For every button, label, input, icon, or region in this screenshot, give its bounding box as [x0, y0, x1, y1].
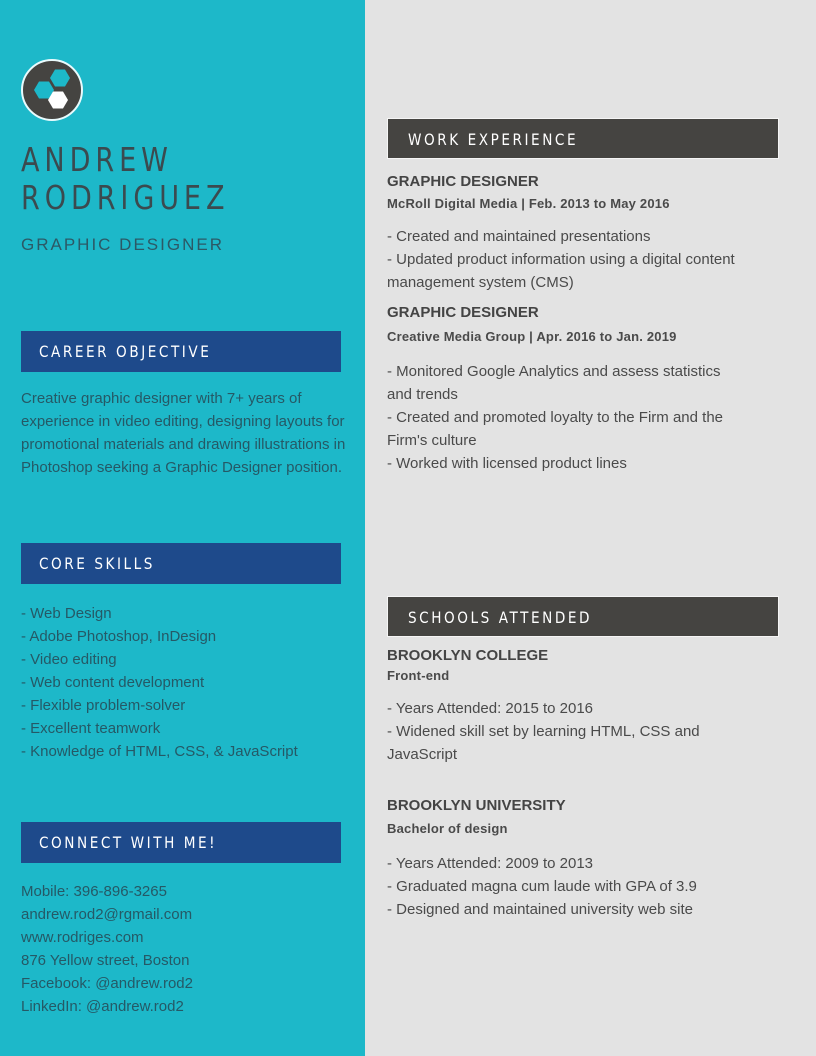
job-company-dates: McRoll Digital Media | Feb. 2013 to May 2016 [387, 196, 670, 211]
school-program: Bachelor of design [387, 821, 508, 836]
career-objective-heading: CAREER OBJECTIVE [21, 331, 341, 372]
duty-line: and trends [387, 386, 458, 403]
detail-line: - Designed and maintained university web site [387, 901, 693, 918]
career-objective-text: Creative graphic designer with 7+ years of experience in video editing, designing layouts for promotional materials and drawing illustrations in Photoshop seeking a Graphic Designer position. [21, 390, 346, 476]
school-name: BROOKLYN UNIVERSITY [387, 797, 566, 814]
contact-email[interactable]: andrew.rod2@rgmail.com [21, 906, 193, 923]
schools-heading: SCHOOLS ATTENDED [387, 596, 779, 637]
detail-line: - Widened skill set by learning HTML, CSS and [387, 723, 700, 740]
full-name [21, 141, 229, 217]
job-title: GRAPHIC DESIGNER [387, 173, 539, 190]
school-details [387, 852, 777, 921]
skill-item: - Excellent teamwork [21, 720, 161, 737]
duty-line: - Created and promoted loyalty to the Firm and the [387, 409, 724, 426]
contact-facebook: Facebook: @andrew.rod2 [21, 975, 193, 992]
connect-heading: CONNECT WITH ME! [21, 822, 341, 863]
first-name: ANDREW [21, 140, 173, 179]
skill-item: - Adobe Photoshop, InDesign [21, 628, 217, 645]
duty-line: management system (CMS) [387, 274, 574, 291]
main-content [365, 0, 816, 1056]
school-program: Front-end [387, 668, 450, 683]
job-title: GRAPHIC DESIGNER [387, 304, 539, 321]
core-skills-list [21, 602, 346, 763]
duty-line: - Monitored Google Analytics and assess statistics [387, 363, 721, 380]
job-duties [387, 360, 777, 475]
skill-item: - Knowledge of HTML, CSS, & JavaScript [21, 743, 298, 760]
skill-item: - Web content development [21, 674, 205, 691]
duty-line: - Worked with licensed product lines [387, 455, 627, 472]
skill-item: - Flexible problem-solver [21, 697, 186, 714]
contact-list [21, 880, 346, 1018]
school-name: BROOKLYN COLLEGE [387, 647, 549, 664]
hexagon-logo-icon [21, 59, 83, 121]
contact-linkedin: LinkedIn: @andrew.rod2 [21, 998, 184, 1015]
duty-line: - Created and maintained presentations [387, 228, 651, 245]
detail-line: - Graduated magna cum laude with GPA of 3.9 [387, 878, 697, 895]
job-company-dates: Creative Media Group | Apr. 2016 to Jan. 2019 [387, 329, 677, 344]
detail-line: - Years Attended: 2015 to 2016 [387, 700, 594, 717]
sidebar [0, 0, 365, 1056]
work-experience-heading: WORK EXPERIENCE [387, 118, 779, 159]
detail-line: - Years Attended: 2009 to 2013 [387, 855, 594, 872]
skill-item: - Video editing [21, 651, 117, 668]
contact-address: 876 Yellow street, Boston [21, 952, 190, 969]
school-details [387, 697, 777, 766]
skill-item: - Web Design [21, 605, 112, 622]
duty-line: Firm's culture [387, 432, 477, 449]
last-name: RODRIGUEZ [21, 178, 230, 217]
job-duties [387, 225, 777, 294]
duty-line: - Updated product information using a digital content [387, 251, 735, 268]
job-title: GRAPHIC DESIGNER [21, 235, 224, 254]
contact-mobile: Mobile: 396-896-3265 [21, 883, 167, 900]
contact-website[interactable]: www.rodriges.com [21, 929, 144, 946]
core-skills-heading: CORE SKILLS [21, 543, 341, 584]
detail-line: JavaScript [387, 746, 458, 763]
